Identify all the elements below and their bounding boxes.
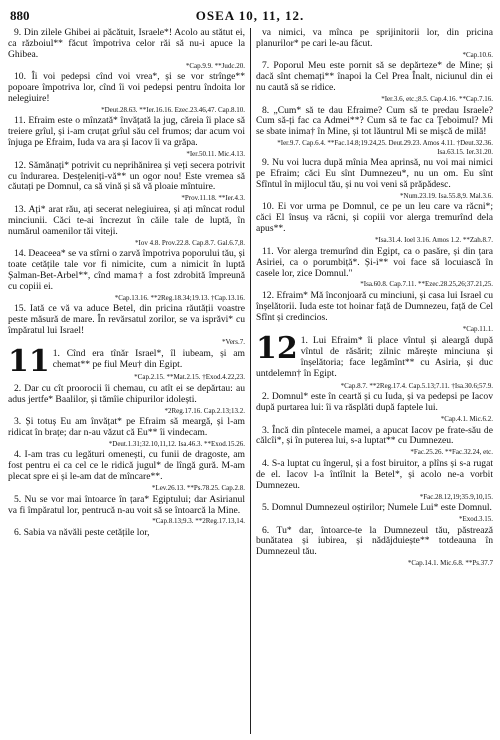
cross-reference: *Ier.3.6, etc.;8.5. Cap.4.16. **Cap.7.16. bbox=[381, 95, 493, 104]
cross-reference: *Fac.28.12,19;35.9,10,15. bbox=[419, 492, 493, 501]
verse bbox=[8, 28, 245, 61]
page-number: 880 bbox=[10, 8, 30, 23]
verse-text: 2. Domnul* este în ceartă și cu Iuda, și va pedepsi pe Iacov după purtarea lui: îi va răsplăti după faptele lui. bbox=[256, 391, 493, 414]
verse-text: 13. Ați* arat rău, ați secerat nelegiuirea, și ați mîncat rodul minciunii. Căci te-ai încrezut în căile tale de luptă, în numărul oamenilor tăi viteji. bbox=[8, 203, 245, 237]
verse bbox=[8, 450, 245, 483]
verse bbox=[8, 72, 245, 105]
verse-text: 1. Lui Efraim* îi place vîntul și aleargă după vîntul de răsărit; zilnic mărește minciuna și înșelătoria; face legămînt** cu Asiria, și duc untdelemn† în Egipt. bbox=[256, 335, 493, 379]
verse bbox=[256, 106, 493, 139]
cross-reference: *Cap.9.9. **Judc.20. bbox=[185, 61, 245, 70]
verse-text: 9. Nu voi lucra după mînia Mea aprinsă, nu voi mai nimici pe Efraim; căci Eu sînt Dumnezeu*, nu un om. Eu sînt Sfîntul în mijlocul tău, și nu voi veni să prăpădesc. bbox=[256, 157, 493, 191]
verse-text: 10. Îi voi pedepsi cînd voi vrea*, și se vor strînge** popoare împotriva lor, cînd îi voi pedepsi pentru îndoita lor nelegiuire! bbox=[8, 71, 245, 105]
cross-reference: *Ier.9.7. Cap.6.4. **Fac.14.8;19.24,25. Deut.29.23. Amos 4.11. †Deut.32.36. Isa.63.15. Ier.31.20. bbox=[277, 139, 493, 156]
verse-text: 4. I-am tras cu legături omenești, cu funii de dragoste, am fost pentru ei ca cel ce le ridică jugul* de lîngă gură. M-am plecat spre ei și le-am dat de mîncare**. bbox=[8, 449, 245, 483]
verse-text: 2. Dar cu cît proorocii îi chemau, cu atît ei se depărtau: au adus jertfe* Baalilor, și tămîie chipurilor idolești. bbox=[8, 382, 245, 405]
verse bbox=[256, 526, 493, 559]
running-title: OSEA 10, 11, 12. bbox=[195, 8, 305, 23]
verse-text: 5. Nu se vor mai întoarce în țara* Egiptului; dar Asirianul va fi împăratul lor, pentrucă n-au voit să se întoarcă la Mine. bbox=[8, 493, 245, 516]
cross-reference: *Deut.28.63. **Ier.16.16. Ezec.23.46,47. Cap.8.10. bbox=[101, 105, 245, 114]
verse bbox=[256, 331, 493, 380]
verse bbox=[256, 392, 493, 414]
cross-reference: *Prov.11.18. **Ier.4.3. bbox=[181, 194, 245, 203]
cross-reference: *Cap.2.15. **Mat.2.15. †Exod.4.22,23. bbox=[134, 373, 245, 382]
verse-text: 7. Poporul Meu este pornit să se depărteze* de Mine; și dacă sînt chemați** înapoi la Cel Prea Înalt, niciunul din ei nu caută să se ridice. bbox=[256, 60, 493, 94]
verse bbox=[256, 426, 493, 448]
chapter-number: 11 bbox=[8, 344, 50, 380]
verse bbox=[256, 158, 493, 191]
cross-reference: *Exod.3.15. bbox=[458, 515, 493, 523]
verse bbox=[8, 249, 245, 293]
cross-reference: *Cap.13.16. **2Reg.18.34;19.13. †Cap.13.16. bbox=[114, 293, 245, 302]
verse bbox=[256, 503, 493, 514]
verse-text: 12. Sămănați* potrivit cu neprihănirea și veți secera potrivit cu îndurarea. Desțeleniți-vă** un ogor nou! Este vremea să căutați pe Domnul, ca să vină și să vă ploaie mîntuire. bbox=[8, 159, 245, 193]
verse bbox=[256, 61, 493, 94]
verse bbox=[256, 247, 493, 280]
cross-reference: *Ier.50.11. Mic.4.13. bbox=[186, 150, 245, 159]
verse-text: 8. „Cum* să te dau Efraime? Cum să te predau Israele? Cum să-ți fac ca Admei**? Cum să te fac ca Țeboimul? Mi se sbate inima† în Mine, și tot lăuntrul Mi se mișcă de milă! bbox=[256, 104, 493, 138]
cross-reference: *Cap.8.7. **2Reg.17.4. Cap.5.13;7.11. †Isa.30.6;57.9. bbox=[340, 381, 493, 390]
verse-text: 3. Și totuș Eu am învățat* pe Efraim să meargă, și l-am ridicat în brațe; dar n-au văzut că Eu** îi vindecam. bbox=[8, 416, 245, 438]
cross-reference: *Isa.60.8. Cap.7.11. **Ezec.28.25,26;37.21,25. bbox=[360, 280, 493, 289]
right-column bbox=[256, 28, 493, 570]
verse bbox=[256, 202, 493, 235]
column-divider bbox=[250, 28, 251, 734]
verse-text: 9. Din zilele Ghibei ai păcătuit, Israele*! Acolo au stătut ei, ca războiul** făcut împotriva celor răi să nu-i apuce la Ghibea. bbox=[8, 27, 245, 60]
cross-reference: *Cap.11.1. bbox=[462, 324, 493, 333]
verse bbox=[8, 304, 245, 337]
cross-reference: *Cap.14.1. Mic.6.8. **Ps.37.7 bbox=[407, 559, 493, 568]
cross-reference: *Vers.7. bbox=[222, 337, 245, 346]
verse-text: 10. Ei vor urma pe Domnul, ce pe un leu care va răcni*; căci El însuș va răcni, și copiii vor alerga tremurînd dela apus**. bbox=[256, 201, 493, 235]
verse bbox=[256, 459, 493, 492]
page-header bbox=[10, 8, 490, 26]
verse-text: 12. Efraim* Mă înconjoară cu minciuni, și casa lui Israel cu înșelătorii. Iuda este tot hoinar față de Dumnezeu, față de Cel Sfînt și credincios. bbox=[256, 289, 493, 323]
cross-reference: *2Reg.17.16. Cap.2.13;13.2. bbox=[164, 406, 245, 415]
cross-reference: *Cap.10.6. bbox=[462, 50, 493, 59]
verse-text: 5. Domnul Dumnezeul oștirilor; Numele Lui* este Domnul. bbox=[262, 502, 492, 514]
verse bbox=[8, 161, 245, 194]
chapter-number: 12 bbox=[256, 331, 298, 367]
verse-text: 11. Efraim este o mînzată* învățată la jug, căreia îi place să treiere grîul, și i-am cruțat grîul său cel frumos; dar acum voi înjuga pe Efraim, Iuda va ara și Iacov îi va grăpa. bbox=[8, 115, 245, 149]
verse bbox=[8, 528, 245, 539]
verse-text: 6. Tu* dar, întoarce-te la Dumnezeul tău, păstrează bunătatea și iubirea, și nădăjduiește** totdeauna în Dumnezeul tău. bbox=[256, 524, 493, 558]
verse bbox=[8, 205, 245, 238]
cross-reference: *Deut.1.31;32.10,11,12. Isa.46.3. **Exod.15.26. bbox=[108, 439, 245, 448]
verse bbox=[256, 291, 493, 324]
verse-text: 6. Sabia va năvăli peste cetățile lor, bbox=[14, 526, 150, 538]
verse-text: va nimici, va mînca pe sprijinitorii lor, din pricina planurilor* pe cari le-au făcut. bbox=[256, 27, 493, 49]
verse bbox=[8, 116, 245, 149]
cross-reference: *Iov 4.8. Prov.22.8. Cap.8.7. Gal.6.7,8. bbox=[135, 238, 245, 247]
verse-text: 3. Încă din pîntecele mamei, a apucat Iacov pe frate-său de călcîi*, și în puterea lui, s-a luptat** cu Dumnezeu. bbox=[256, 424, 493, 447]
cross-reference: *Cap.4.1. Mic.6.2. bbox=[440, 415, 493, 424]
verse-text: 14. Deaceea* se va stîrni o zarvă împotriva poporului tău, și toate cetățile tale vor fi nimicite, cum a nimicit în luptă Șalman-Bet-Arbel**, cînd mama† a fost zdrobită împreună cu copiii ei. bbox=[8, 248, 245, 292]
verse bbox=[8, 384, 245, 406]
verse-text: 1. Cînd era tînăr Israel*, îl iubeam, și am chemat** pe fiul Meu† din Egipt. bbox=[52, 348, 245, 371]
cross-reference: *Fac.25.26. **Fac.32.24, etc. bbox=[410, 448, 493, 457]
verse-text: 11. Vor alerga tremurînd din Egipt, ca o pasăre, și din țara Asiriei, ca o porumbiță*. Și-i** voi face să locuiască în casele lor, zice Domnul." bbox=[256, 245, 493, 279]
cross-reference: *Num.23.19. Isa.55.8,9. Mal.3.6. bbox=[400, 191, 493, 200]
verse bbox=[8, 417, 245, 439]
verse-text: 4. S-a luptat cu îngerul, și a fost biruitor, a plîns și s-a rugat de el. Iacov l-a întîlnit la Betel*, și acolo ne-a vorbit Dumnezeu. bbox=[256, 457, 493, 491]
verse-text: 15. Iată ce vă va aduce Betel, din pricina răutății voastre peste măsură de mare. În revărsatul zorilor, se va isprăvi* cu împăratul lui Israel! bbox=[8, 303, 245, 337]
verse bbox=[8, 495, 245, 517]
verse bbox=[256, 28, 493, 50]
cross-reference: *Cap.8.13;9.3. **2Reg.17.13,14. bbox=[152, 517, 245, 526]
cross-reference: *Lev.26.13. **Ps.78.25. Cap.2.8. bbox=[151, 484, 245, 493]
cross-reference: *Isa.31.4. Ioel 3.16. Amos 1.2. **Zah.8.7. bbox=[374, 236, 493, 245]
left-column bbox=[8, 28, 245, 540]
